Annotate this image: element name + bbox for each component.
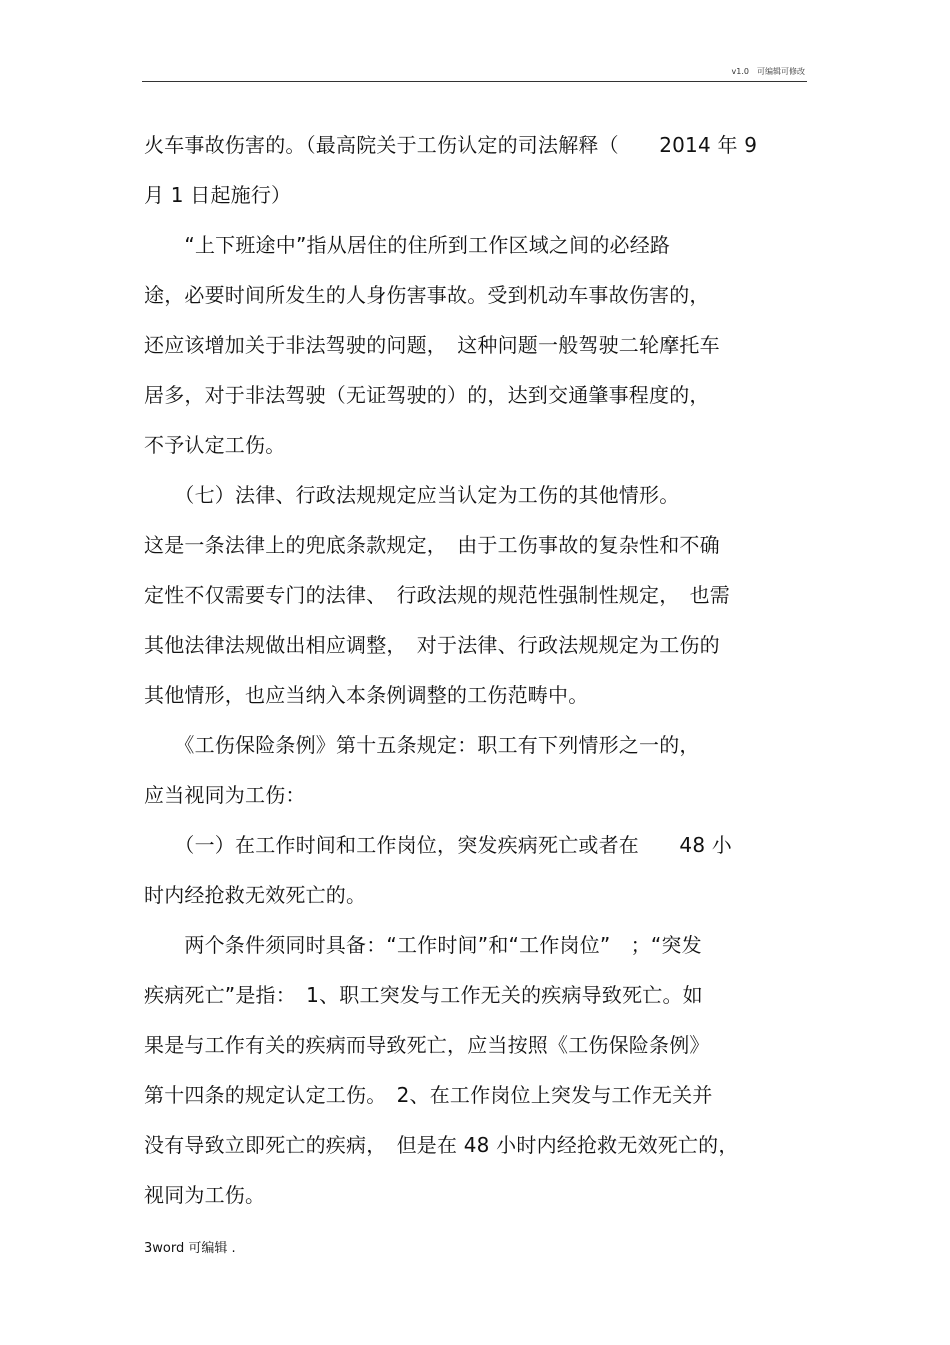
header-version-label: v1.0 可编辑可修改 (731, 67, 805, 76)
text-line: 应当视同为工伤： (144, 783, 306, 807)
text-line: 疾病死亡”是指： 1、职工突发与工作无关的疾病导致死亡。如 (144, 983, 703, 1007)
text-line: 视同为工伤。 (144, 1183, 266, 1207)
footer-note: 3word 可编辑 . (144, 1241, 236, 1256)
text-line: 还应该增加关于非法驾驶的问题， 这种问题一般驾驶二轮摩托车 (144, 333, 720, 357)
text-line: 途，必要时间所发生的人身伤害事故。受到机动车事故伤害的， (144, 283, 710, 307)
text-line: 定性不仅需要专门的法律、 行政法规的规范性强制性规定， 也需 (144, 583, 730, 607)
text-line: 第十四条的规定认定工伤。 2、在工作岗位上突发与工作无关并 (144, 1083, 713, 1107)
text-line: （一）在工作时间和工作岗位，突发疾病死亡或者在 48 小 (144, 833, 733, 857)
text-line: 时内经抢救无效死亡的。 (144, 883, 367, 907)
text-line: 《工伤保险条例》第十五条规定：职工有下列情形之一的， (144, 733, 700, 757)
text-line: 没有导致立即死亡的疾病， 但是在 48 小时内经抢救无效死亡的， (144, 1133, 739, 1157)
text-line: 不予认定工伤。 (144, 433, 286, 457)
text-line: 其他情形，也应当纳入本条例调整的工伤范畴中。 (144, 683, 589, 707)
text-line: 其他法律法规做出相应调整， 对于法律、行政法规规定为工伤的 (144, 633, 720, 657)
text-line: 居多，对于非法驾驶（无证驾驶的）的，达到交通肇事程度的， (144, 383, 710, 407)
document-body (144, 120, 824, 1220)
text-line: 月 1 日起施行） (144, 183, 292, 207)
text-line: 果是与工作有关的疾病而导致死亡，应当按照《工伤保险条例》 (144, 1033, 710, 1057)
text-line: （七）法律、行政法规规定应当认定为工伤的其他情形。 (144, 483, 680, 507)
header-divider (142, 81, 807, 82)
text-line: 火车事故伤害的。（最高院关于工伤认定的司法解释（ 2014 年 9 (144, 133, 758, 157)
text-line: 这是一条法律上的兜底条款规定， 由于工伤事故的复杂性和不确 (144, 533, 720, 557)
text-line: “上下班途中”指从居住的住所到工作区域之间的必经路 (144, 233, 671, 257)
text-line: 两个条件须同时具备：“工作时间”和“工作岗位” ；“突发 (144, 933, 702, 957)
